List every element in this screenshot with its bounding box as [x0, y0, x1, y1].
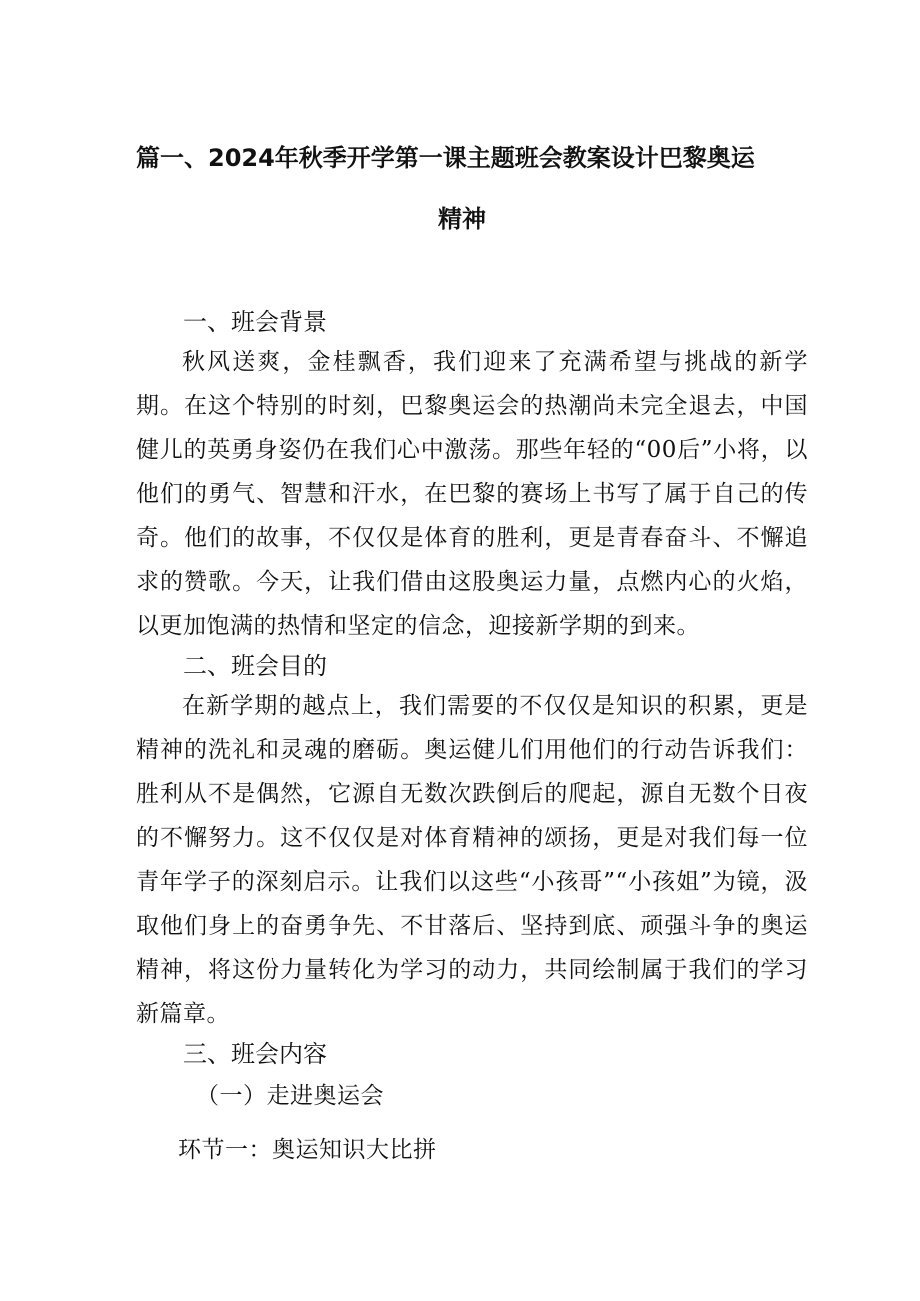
section-heading-background: 一、班会背景 — [183, 308, 327, 336]
section-subheading-olympics: （一）走进奥运会 — [196, 1083, 384, 1109]
document-title-line-1: 篇一、2024年秋季开学第一课主题班会教案设计巴黎奥运 — [136, 144, 755, 172]
section-heading-content: 三、班会内容 — [183, 1040, 327, 1068]
section-heading-purpose: 二、班会目的 — [183, 652, 327, 680]
section-paragraph-background: 秋风送爽，金桂飘香，我们迎来了充满希望与挑战的新学期。在这个特别的时刻，巴黎奥运会的热潮尚未完全退去，中国健儿的英勇身姿仍在我们心中激荡。那些年轻的“00后”小将，以他们的勇气、智慧和汗水，在巴黎的赛场上书写了属于自己的传奇。他们的故事，不仅仅是体育的胜利，更是青春奋斗、不懈追求的赞歌。今天，让我们借由这股奥运力量，点燃内心的火焰，以更加饱满的热情和坚定的信念，迎接新学期的到来。 — [136, 349, 808, 639]
section-item-quiz: 环节一：奥运知识大比拼 — [178, 1137, 437, 1163]
document-title-line-2: 精神 — [438, 205, 486, 233]
section-paragraph-purpose: 在新学期的越点上，我们需要的不仅仅是知识的积累，更是精神的洗礼和灵魂的磨砺。奥运健儿们用他们的行动告诉我们：胜利从不是偶然，它源自无数次跌倒后的爬起，源自无数个日夜的不懈努力。这不仅仅是对体育精神的颂扬，更是对我们每一位青年学子的深刻启示。让我们以这些“小孩哥”“小孩姐”为镜，汲取他们身上的奋勇争先、不甘落后、坚持到底、顽强斗争的奥运精神，将这份力量转化为学习的动力，共同绘制属于我们的学习新篇章。 — [136, 693, 808, 1027]
